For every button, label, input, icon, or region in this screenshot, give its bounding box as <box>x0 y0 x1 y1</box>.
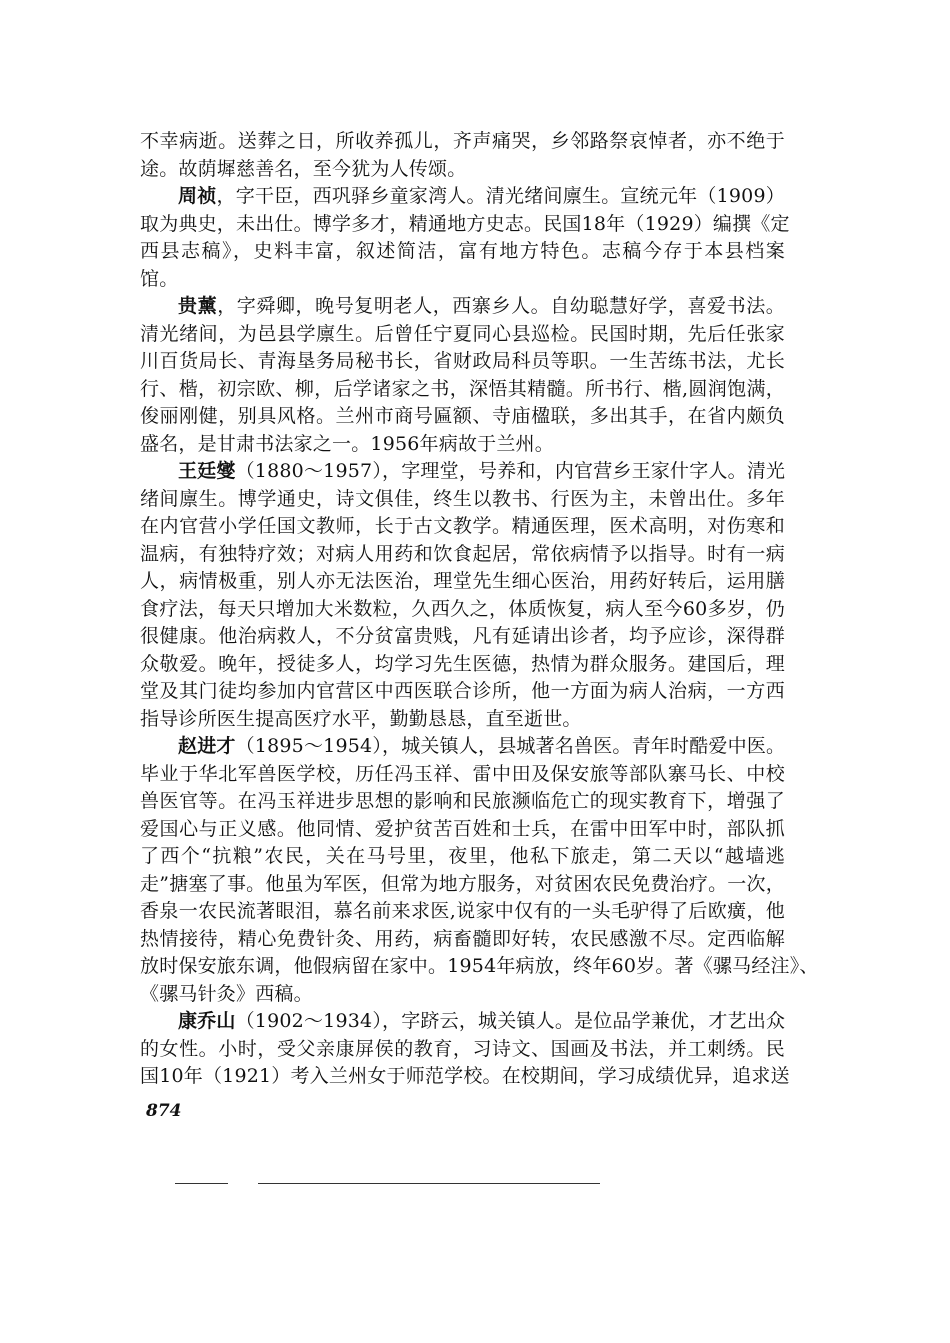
line-text: 爱国心与正义感。他同情、爱护贫苦百姓和士兵，在雷中田军中时，部队抓 <box>140 817 785 840</box>
line-text: 盛名，是甘肃书法家之一。1956年病故于兰州。 <box>140 432 554 455</box>
text-line <box>140 733 785 761</box>
text-line <box>140 348 785 376</box>
line-text: 绪间廪生。博学通史，诗文俱佳，终生以教书、行医为主，未曾出仕。多年 <box>140 487 785 510</box>
line-text: 在内官营小学任国文教师，长于古文教学。精通医理，医术高明，对伤寒和 <box>140 515 785 537</box>
person-name: 赵进才 <box>178 735 236 757</box>
footer-rule-short <box>175 1183 228 1184</box>
text-line <box>140 458 785 486</box>
text-line <box>140 1036 785 1064</box>
text-line <box>140 651 785 679</box>
person-name: 贵薰 <box>178 295 218 317</box>
line-text: 俊丽刚健，别具风格。兰州市商号匾额、寺庙楹联，多出其手，在省内颇负 <box>140 405 785 427</box>
line-text: 国10年（1921）考入兰州女于师范学校。在校期间，学习成绩优异，追求送 <box>140 1065 790 1087</box>
person-name: 周祯 <box>178 185 217 207</box>
page-number: 874 <box>146 1101 182 1121</box>
line-text: 《骡马针灸》西稿。 <box>140 982 313 1005</box>
line-text: 香泉一农民流著眼泪，慕名前来求医,说家中仅有的一头毛驴得了后欧癀，他 <box>140 900 785 922</box>
line-text: 川百货局长、青海垦务局秘书长，省财政局科员等职。一生苦练书法，尤长 <box>140 350 785 372</box>
text-line <box>140 1063 790 1091</box>
line-text: ，字干臣，西巩驿乡童家湾人。清光绪间廪生。宣统元年（1909） <box>216 185 785 207</box>
text-line <box>140 293 785 321</box>
footer-rule-long <box>258 1183 600 1184</box>
text-line <box>140 211 790 239</box>
line-text: 很健康。他治病救人，不分贫富贵贱，凡有延请出诊者，均予应诊，深得群 <box>140 625 785 647</box>
line-text: 堂及其门徒均参加内官营区中西医联合诊所，他一方面为病人治病，一方西 <box>140 680 785 702</box>
text-line <box>140 953 819 981</box>
text-line <box>140 926 785 954</box>
text-line <box>140 816 785 844</box>
line-text: 食疗法，每天只增加大米数粒，久西久之，体质恢复，病人至今60多岁，仍 <box>140 597 785 620</box>
text-line <box>140 183 785 211</box>
text-line <box>140 623 785 651</box>
text-line <box>140 376 785 404</box>
text-line <box>140 678 785 706</box>
text-line <box>140 266 785 294</box>
line-text: （1902～1934），字跻云，城关镇人。是位品学兼优，才艺出众 <box>235 1010 786 1032</box>
text-line <box>140 156 785 184</box>
line-text: （1895～1954），城关镇人，县城著名兽医。青年时酷爱中医。 <box>235 735 786 757</box>
text-line <box>140 706 785 734</box>
text-line <box>140 486 785 514</box>
text-line <box>140 541 785 569</box>
line-text: 途。故荫墀慈善名，至今犹为人传颂。 <box>140 157 467 180</box>
line-text: （1880～1957），字理堂，号养和，内官营乡王家什字人。清光 <box>235 460 786 482</box>
line-text: 取为典史，未出仕。博学多才，精通地方史志。民国18年（1929）编撰《定 <box>140 212 790 235</box>
person-name: 康乔山 <box>178 1010 236 1032</box>
line-text: 行、楷，初宗欧、柳，后学诸家之书，深悟其精髓。所书行、楷,圆润饱满， <box>140 377 785 400</box>
text-line <box>140 981 785 1009</box>
text-line <box>140 898 785 926</box>
line-text: 的女性。小时，受父亲康屏侯的教育，习诗文、国画及书法，并工刺绣。民 <box>140 1037 785 1060</box>
line-text: 了西个“抗粮”农民，关在马号里，夜里，他私下旅走，第二天以“越墙逃 <box>140 845 785 867</box>
line-text: 西县志稿》，史料丰富，叙述简洁，富有地方特色。志稿今存于本县档案 <box>140 240 785 262</box>
line-text: 清光绪间，为邑县学廪生。后曾任宁夏同心县巡检。民国时期，先后任张家 <box>140 322 785 345</box>
line-text: 放时保安旅东调，他假病留在家中。1954年病放，终年60岁。著《骡马经注》、 <box>140 955 819 977</box>
text-line <box>140 761 785 789</box>
line-text: 走”搪塞了事。他虽为军医，但常为地方服务，对贫困农民免费治疗。一次， <box>140 872 785 895</box>
text-line <box>140 788 785 816</box>
line-text: 指导诊所医生提高医疗水平，勤勤恳恳，直至逝世。 <box>140 707 582 730</box>
text-line <box>140 1008 785 1036</box>
text-line <box>140 321 785 349</box>
text-line <box>140 843 785 871</box>
line-text: 馆。 <box>140 267 179 290</box>
line-text: 温病，有独特疗效；对病人用药和饮食起居，常依病情予以指导。时有一病 <box>140 542 785 565</box>
line-text: 人，病情极重，别人亦无法医治，理堂先生细心医治，用药好转后，运用膳 <box>140 570 785 592</box>
text-line <box>140 403 785 431</box>
person-name: 王廷燮 <box>178 460 236 482</box>
text-line <box>140 513 785 541</box>
text-line <box>140 238 785 266</box>
line-text: ，字舜卿，晚号复明老人，西寨乡人。自幼聪慧好学，喜爱书法。 <box>217 295 785 317</box>
text-line <box>140 871 785 899</box>
line-text: 兽医官等。在冯玉祥进步思想的影响和民旅濒临危亡的现实教育下，增强了 <box>140 790 785 812</box>
text-line <box>140 128 785 156</box>
line-text: 众敬爱。晚年，授徒多人，均学习先生医德，热情为群众服务。建国后，理 <box>140 652 785 675</box>
line-text: 热情接待，精心免费针灸、用药，病畜髓即好转，农民感激不尽。定西临解 <box>140 927 785 950</box>
text-line <box>140 431 785 459</box>
line-text: 毕业于华北军兽医学校，历任冯玉祥、雷中田及保安旅等部队寨马长、中校 <box>140 762 785 785</box>
text-line <box>140 596 785 624</box>
line-text: 不幸病逝。送葬之日，所收养孤儿，齐声痛哭，乡邻路祭哀悼者，亦不绝于 <box>140 130 785 152</box>
text-line <box>140 568 785 596</box>
